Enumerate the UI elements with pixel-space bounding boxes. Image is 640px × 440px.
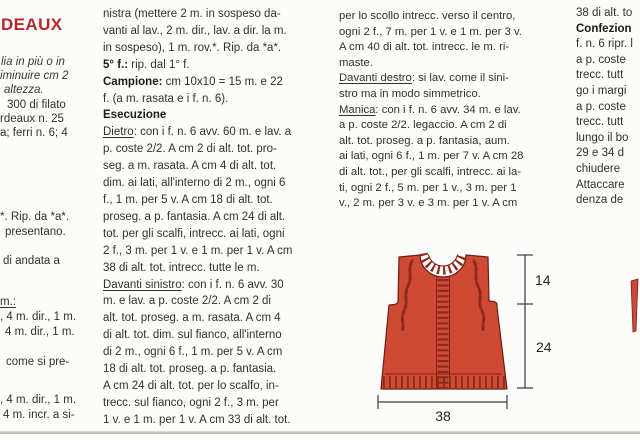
text-line <box>0 296 16 308</box>
page-edge-line <box>0 431 640 434</box>
dim-label-bottom-width: 38 <box>435 408 451 424</box>
text-run: seg. a m. rasata. A cm 4 di alt. tot. <box>103 160 277 173</box>
text-line <box>576 6 640 22</box>
text-run: A cm 40 di alt. tot. intrecc. le m. ri- <box>339 41 510 54</box>
text-line <box>576 53 640 69</box>
text-run: : con i f. n. 6 avv. 30 <box>181 278 284 291</box>
text-run: dim. ai lati, all'interno di 2 m., ogni 6 <box>103 177 286 190</box>
text-line <box>103 344 329 361</box>
text-run: ai lati, ogni 6 f., 1 m. per 7 v. A cm 28 <box>339 150 524 163</box>
text-run: altezza. <box>4 84 44 96</box>
sleeve-fragment-shape <box>631 279 638 332</box>
text-line <box>339 149 547 165</box>
text-run: 1 v. e 1 m. per 1 v. A cm 33 di alt. tot. <box>103 413 291 426</box>
text-line <box>1 15 63 35</box>
text-line <box>103 361 329 378</box>
text-run: denza de <box>576 194 624 207</box>
text-run: di alt. tot. dim. sul fianco, all'interno <box>103 329 282 342</box>
text-line <box>1 56 65 68</box>
text-line <box>103 57 329 74</box>
text-run: stro ma in modo simmetrico. <box>339 87 481 100</box>
text-run: f. n. 6 ripr. l <box>576 38 633 51</box>
text-run: cm 10x10 = 15 m. e 22 <box>162 75 283 88</box>
text-line <box>103 6 329 23</box>
text-run: Davanti sinistro <box>103 278 182 291</box>
text-line <box>103 158 329 175</box>
dim-label-body-length: 24 <box>536 339 552 355</box>
text-line <box>339 71 547 87</box>
text-run: lungo il bo <box>576 131 629 144</box>
text-run: in sospeso), 1 m. rov.*. Rip. da *a*. <box>103 41 282 54</box>
text-line <box>576 84 640 100</box>
text-run: tot. per gli scalfi, intrecc. ai lati, ogni <box>103 227 285 240</box>
text-run: a p. coste 2/2. legaccio. A cm 2 di <box>339 119 507 132</box>
text-line <box>339 118 547 134</box>
text-column-middle <box>103 6 329 429</box>
text-run: : con i f. n. 6 avv. 34 m. e lav. <box>375 103 521 116</box>
text-run: 300 di filato <box>7 99 66 111</box>
text-line <box>5 226 66 238</box>
text-line <box>6 356 69 368</box>
text-run: go i margi <box>576 84 627 97</box>
text-line <box>576 68 640 84</box>
text-run: f. (a m. rasata e i f. n. 6). <box>103 92 229 105</box>
adjacent-schematic-fragment <box>624 278 640 334</box>
text-run: m.: <box>0 296 16 308</box>
text-run: proseg. a p. fantasia. A cm 24 di alt. <box>103 210 286 223</box>
text-run: vanti al lav., 2 m. dir., lav. a dir. la m. <box>103 24 287 37</box>
text-line <box>103 23 329 40</box>
text-line <box>103 378 329 395</box>
text-run: a p. coste <box>576 100 626 113</box>
text-line <box>0 211 69 223</box>
text-line <box>103 260 329 277</box>
text-run: rdeaux n. 25 <box>0 113 64 125</box>
text-run: trecc. tutt <box>576 116 624 129</box>
text-run: 29 e 34 d <box>576 147 624 160</box>
text-line <box>103 277 329 294</box>
text-run: alt. tot. proseg. a m. rasata. A cm 4 <box>103 312 281 325</box>
text-run: Esecuzione <box>103 109 167 122</box>
text-line <box>576 146 640 162</box>
text-run: p. coste 2/2. A cm 2 di alt. tot. pro- <box>103 143 277 156</box>
text-run: chiudere <box>576 162 621 175</box>
text-line <box>7 99 66 111</box>
text-line <box>576 131 640 147</box>
text-run: Davanti destro <box>339 72 412 85</box>
text-line <box>103 412 329 429</box>
text-run: f., 1 m. per 5 v. A cm 18 di alt. tot. <box>103 193 273 206</box>
text-line <box>339 165 547 181</box>
garment-schematic <box>355 244 565 434</box>
text-column-left-fragment <box>0 0 100 440</box>
text-run: : con i f. n. 6 avv. 60 m. e lav. a <box>133 126 292 139</box>
text-line <box>103 192 329 209</box>
text-line <box>339 9 547 25</box>
text-run: A cm 24 di alt. tot. per lo scalfo, in- <box>103 379 279 392</box>
text-line <box>103 243 329 260</box>
text-line <box>0 311 76 323</box>
text-line <box>0 113 64 125</box>
text-run: alt. tot. proseg. a p. fantasia, aum. <box>339 134 510 147</box>
text-line <box>103 141 329 158</box>
text-run: ogni 2 f., 7 m. per 1 v. e 1 m. per 3 v. <box>339 25 522 38</box>
text-line <box>0 394 76 406</box>
text-line <box>103 310 329 327</box>
text-line <box>576 193 640 209</box>
text-run: nistra (mettere 2 m. in sospeso da- <box>103 8 281 20</box>
text-run: v., 2 m. per 3 v. e 3 m. per 1 v. A cm <box>339 197 518 210</box>
text-line <box>576 115 640 131</box>
text-run: Manica <box>339 103 376 116</box>
text-line <box>576 37 640 53</box>
vertical-dimension <box>517 255 533 388</box>
text-line <box>103 209 329 226</box>
text-run: di alt. tot., per gli scalfi, intrecc. ai la- <box>339 165 522 178</box>
text-line <box>3 409 75 421</box>
text-line <box>0 127 68 139</box>
text-line <box>339 25 547 41</box>
text-run: di andata a <box>3 255 60 267</box>
text-line <box>0 70 68 82</box>
text-line <box>103 74 329 91</box>
text-run: iminuire cm 2 <box>0 70 69 82</box>
text-line <box>339 134 547 150</box>
text-line <box>339 181 547 197</box>
text-line <box>103 293 329 310</box>
text-line <box>576 22 640 38</box>
text-run: come si pre- <box>6 356 70 368</box>
text-run: 4 m. dir., 1 m. <box>5 326 75 338</box>
dim-label-armhole-depth: 14 <box>535 272 551 288</box>
text-line <box>103 91 329 108</box>
text-line <box>5 326 75 338</box>
text-run: ti, ogni 2 f., 5 m. per 1 v., 3 m. per 1 <box>339 181 517 194</box>
text-run: presentano. <box>5 226 66 238</box>
text-run: Confezion <box>576 22 632 35</box>
text-line <box>339 196 547 212</box>
text-run: trecc. tutt <box>576 69 624 82</box>
text-line <box>103 395 329 412</box>
text-run: per lo scollo intrecc. verso il centro, <box>339 10 516 22</box>
text-run: Attaccare <box>576 178 625 191</box>
text-run: di 2 m., ogni 6 f., 1 m. per 5 v. A cm <box>103 346 283 359</box>
text-line <box>339 103 547 119</box>
text-line <box>103 124 329 141</box>
section-heading: DEAUX <box>1 15 63 34</box>
text-run: 4 m. incr. a si- <box>3 409 75 421</box>
text-run: maste. <box>339 56 373 69</box>
text-run: , 4 m. dir., 1 m. <box>0 394 77 406</box>
horizontal-dimension <box>378 395 507 409</box>
text-line <box>3 255 60 267</box>
text-run: , 4 m. dir., 1 m. <box>0 311 77 323</box>
text-line <box>4 84 44 96</box>
text-run: Dietro <box>103 126 134 139</box>
text-line <box>576 178 640 194</box>
text-run: m. e lav. a p. coste 2/2. A cm 2 di <box>103 295 271 308</box>
text-column-far-right-fragment <box>576 6 640 209</box>
text-line <box>103 40 329 57</box>
text-run: 5° f.: <box>103 58 129 71</box>
text-line <box>103 107 329 124</box>
text-run: 18 di alt. tot. proseg. a p. fantasia. <box>103 363 277 376</box>
text-run: 38 di alt. to <box>576 7 633 19</box>
text-line <box>103 226 329 243</box>
text-run: a p. coste <box>576 53 626 66</box>
text-line <box>339 56 547 72</box>
text-run: Campione: <box>103 75 163 88</box>
text-run: *. Rip. da *a*. <box>0 211 70 223</box>
text-run: lia in più o in <box>1 56 65 68</box>
text-line <box>576 162 640 178</box>
text-run: 2 f., 3 m. per 1 v. e 1 m. per 1 v. A cm <box>103 244 293 257</box>
text-line <box>576 100 640 116</box>
text-line <box>339 87 547 103</box>
text-run: rip. dal 1° f. <box>128 58 190 71</box>
text-run: trecc. sul fianco, ogni 2 f., 3 m. per <box>103 396 279 409</box>
text-column-right <box>339 9 547 212</box>
vest-outline <box>381 255 507 389</box>
text-run: : si lav. come il sini- <box>411 72 509 85</box>
text-line <box>103 175 329 192</box>
text-run: a; ferri n. 6; 4 <box>0 127 68 139</box>
text-line <box>103 327 329 344</box>
text-run: 38 di alt. tot. intrecc. tutte le m. <box>103 261 260 274</box>
text-line <box>339 40 547 56</box>
